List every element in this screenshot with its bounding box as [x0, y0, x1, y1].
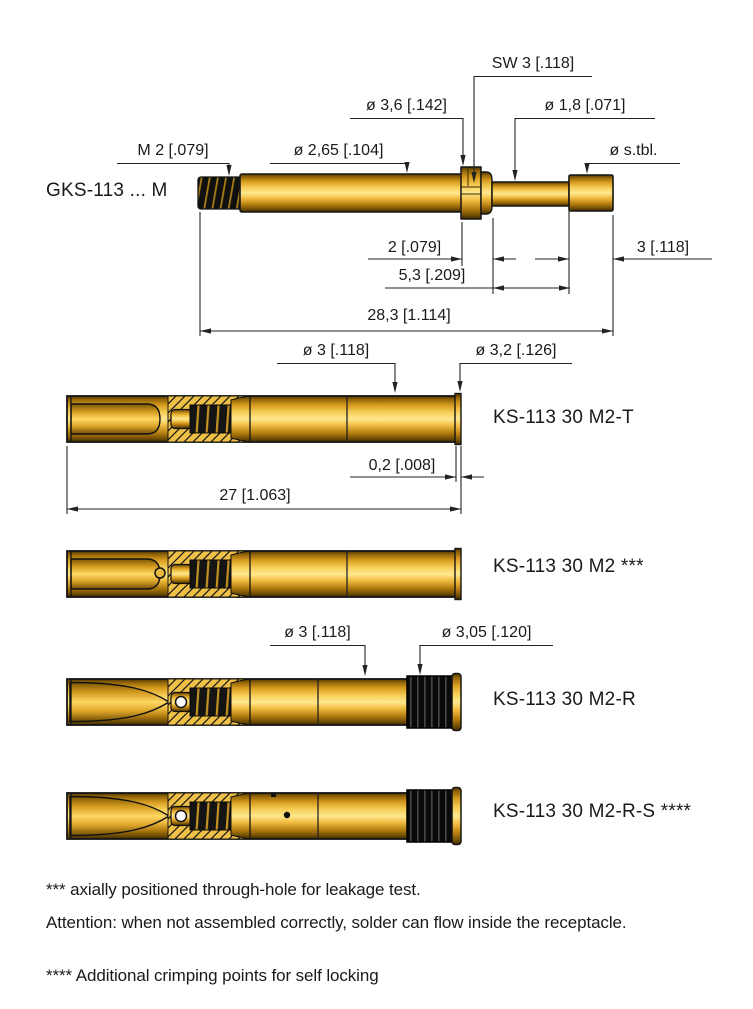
- end-ring: [455, 549, 461, 600]
- end-ring: [455, 394, 461, 445]
- dim-sw3-label: SW 3 [.118]: [474, 54, 592, 77]
- gks-113-m-drawing: [198, 167, 613, 219]
- dim-len53-label: 5,3 [.209]: [398, 267, 466, 284]
- crimp-mark: [271, 793, 276, 798]
- dim-d3-label-m2t: ø 3 [.118]: [277, 341, 395, 364]
- footnote-crimping: **** Additional crimping points for self locking: [46, 966, 379, 985]
- collar: [481, 172, 492, 214]
- knurled-sleeve: [407, 676, 452, 728]
- m2rs-part-label: KS-113 30 M2-R-S ****: [493, 801, 692, 822]
- ks-113-30-m2-drawing: [67, 549, 461, 600]
- dim-len283-label: 28,3 [1.114]: [367, 307, 451, 324]
- leakage-test-hole: [155, 568, 165, 578]
- dim-len3-label: 3 [.118]: [636, 239, 690, 256]
- knurled-sleeve: [407, 790, 452, 842]
- m2r-part-label: KS-113 30 M2-R: [493, 689, 636, 710]
- dim-len2-label: 2 [.079]: [387, 239, 442, 256]
- dim-d3-label-m2r: ø 3 [.118]: [270, 623, 365, 646]
- footnote-leakage-line1: *** axially positioned through-hole for leakage test.: [46, 880, 421, 899]
- ks-113-30-m2t-drawing: [67, 394, 461, 445]
- ks-113-30-m2r-drawing: [67, 674, 461, 731]
- gks-part-label: GKS-113 ... M: [46, 180, 168, 201]
- probe-shaft: [492, 182, 569, 206]
- m2r-dimension-arrows: [362, 664, 422, 676]
- dim-d305-label: ø 3,05 [.120]: [420, 623, 553, 646]
- probe-tip: [569, 175, 613, 211]
- dim-d36-label: ø 3,6 [.142]: [350, 96, 463, 119]
- dim-d18-label: ø 1,8 [.071]: [515, 96, 655, 119]
- end-cap: [452, 788, 461, 845]
- dim-d32-label: ø 3,2 [.126]: [460, 341, 572, 364]
- m2r-dimension-lines: [365, 645, 420, 672]
- dim-len27-label: 27 [1.063]: [219, 487, 291, 504]
- dim-dstbl-label: ø s.tbl.: [587, 141, 680, 164]
- crimp-point: [284, 812, 290, 818]
- probe-body: [240, 174, 462, 212]
- hex-nut: [461, 167, 481, 219]
- m2-part-label: KS-113 30 M2 ***: [493, 556, 644, 577]
- ks-113-30-m2rs-drawing: [67, 788, 461, 845]
- footnote-leakage-line2: Attention: when not assembled correctly, solder can flow inside the receptacle.: [46, 913, 627, 932]
- m2-thread-section: [198, 177, 242, 209]
- dim-d265-label: ø 2,65 [.104]: [270, 141, 407, 164]
- end-cap: [452, 674, 461, 731]
- dim-len02-label: 0,2 [.008]: [368, 457, 436, 474]
- m2t-part-label: KS-113 30 M2-T: [493, 407, 634, 428]
- dim-m2-label: M 2 [.079]: [117, 141, 229, 164]
